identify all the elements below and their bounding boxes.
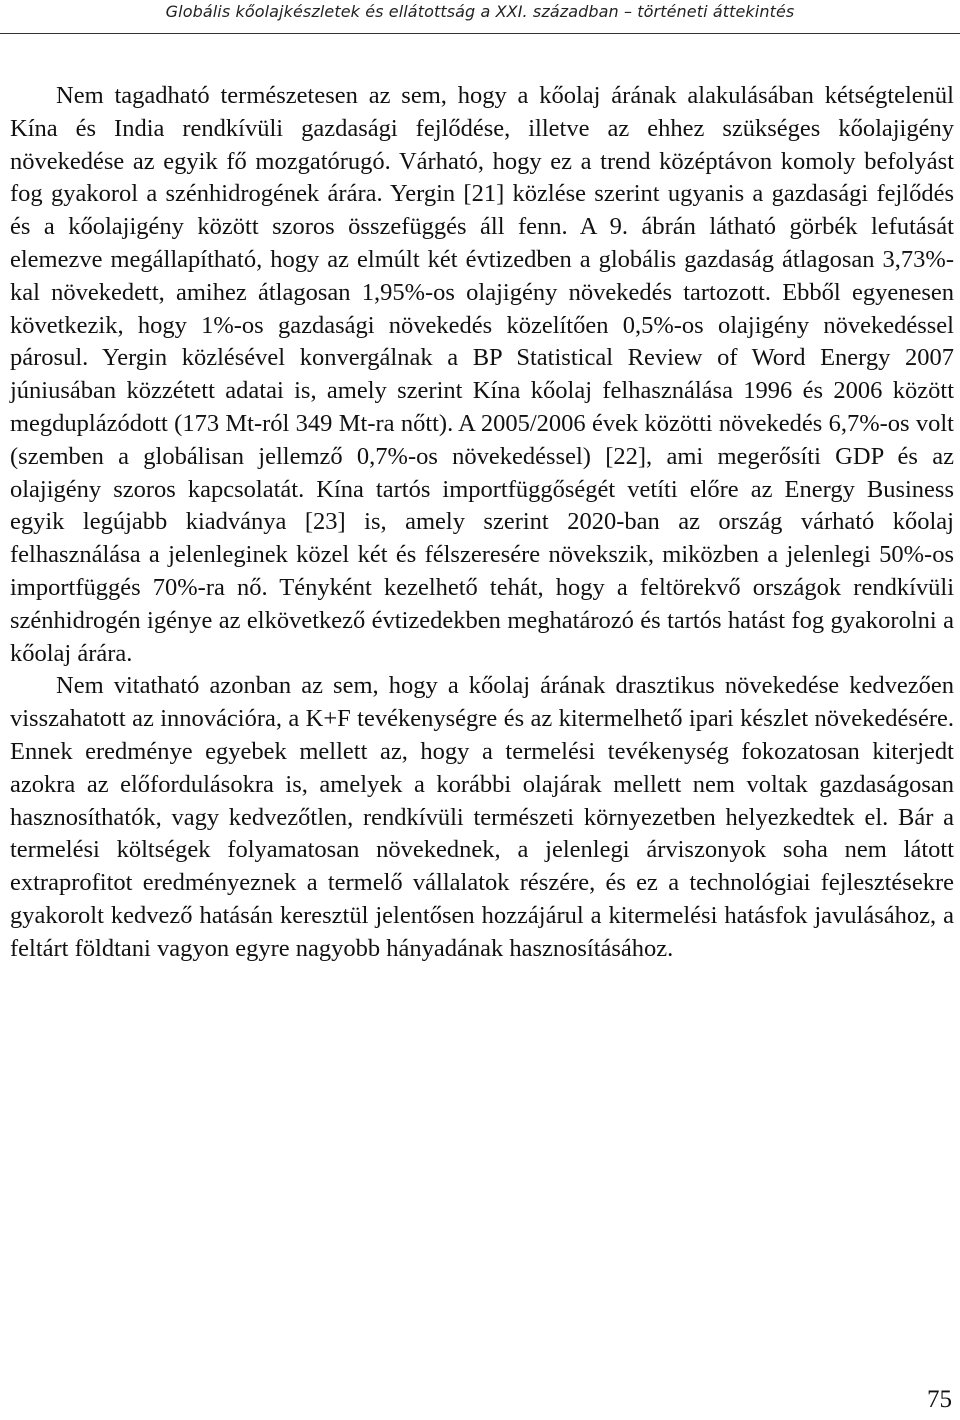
page-number: 75 bbox=[927, 1386, 952, 1413]
paragraph-2: Nem vitatható azonban az sem, hogy a kőolaj árának drasztikus növekedése kedvezően visszahatott az innovációra, a K+F tevékenységre és az kitermelhető ipari készlet növekedésére. Ennek eredménye egyebek mellett az, hogy a termelési tevékenység fokozatosan kiterjedt azokra az előfordulásokra is, amelyek a korábbi olajárak mellett nem voltak gazdaságosan hasznosíthatók, vagy kedvezőtlen, rendkívüli természeti környezetben helyezkedtek el. Bár a termelési költségek folyamatosan növekednek, a jelenlegi árviszonyok soha nem látott extraprofitot eredményeznek a termelő vállalatok részére, és ez a technológiai fejlesztésekre gyakorolt kedvező hatásán keresztül jelentősen hozzájárul a kitermelési hatásfok javulásához, a feltárt földtani vagyon egyre nagyobb hányadának hasznosításához. bbox=[10, 672, 954, 962]
paragraph-1: Nem tagadható természetesen az sem, hogy a kőolaj árának alakulásában kétségtelenül Kína és India rendkívüli gazdasági fejlődése, illetve az ehhez szükséges kőolajigény növekedése az egyik fő mozgatórugó. Várható, hogy ez a trend középtávon komoly befolyást fog gyakorol a szénhidrogének árára. Yergin [21] közlése szerint ugyanis a gazdasági fejlődés és a kőolajigény között szoros összefüggés áll fenn. A 9. ábrán látható görbék lefutását elemezve megállapítható, hogy az elmúlt két évtizedben a globális gazdaság átlagosan 3,73%-kal növekedett, amihez átlagosan 1,95%-os olajigény növekedés tartozott. Ebből egyenesen következik, hogy 1%-os gazdasági növekedés közelítően 0,5%-os olajigény növekedéssel párosul. Yergin közlésével konvergálnak a BP Statistical Review of Word Energy 2007 júniusában közzétett adatai is, amely szerint Kína kőolaj felhasználása 1996 és 2006 között megduplázódott (173 Mt-ról 349 Mt-ra nőtt). A 2005/2006 évek közötti növekedés 6,7%-os volt (szemben a globálisan jellemző 0,7%-os növekedéssel) [22], ami megerősíti GDP és az olajigény szoros kapcsolatát. Kína tartós importfüggőségét vetíti előre az Energy Business egyik legújabb kiadványa [23] is, amely szerint 2020-ban az ország várható kőolaj felhasználása a jelenleginek közel két és félszeresére növekszik, miközben a jelenlegi 50%-os importfüggés 70%-ra nő. Tényként kezelhető tehát, hogy a feltörekvő országok rendkívüli szénhidrogén igénye az elkövetkező évtizedekben meghatározó és tartós hatást fog gyakorolni a kőolaj árára. bbox=[10, 82, 954, 667]
running-header: Globális kőolajkészletek és ellátottság a XXI. században – történeti áttekintés bbox=[165, 2, 795, 21]
body-text bbox=[10, 80, 954, 966]
header-divider bbox=[0, 33, 960, 34]
